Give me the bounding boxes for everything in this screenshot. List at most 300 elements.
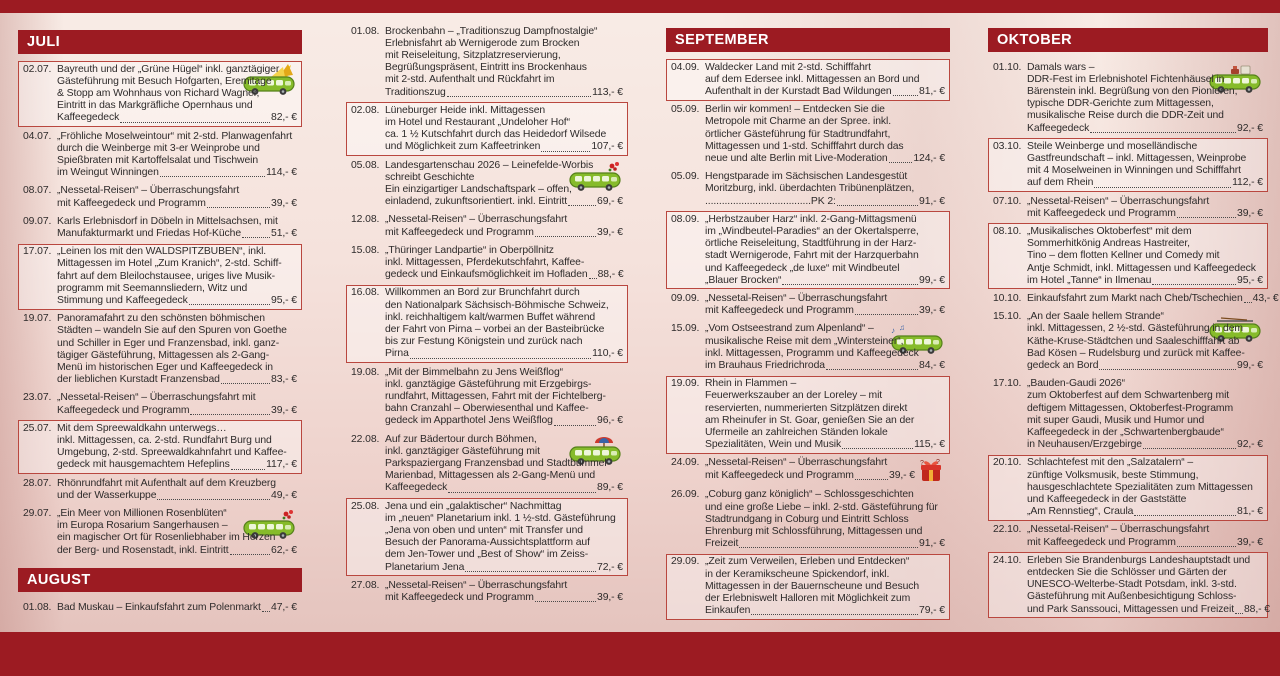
- tour-date: 25.07.: [23, 422, 52, 434]
- tour-text-line: entdecken Sie die Schlösser und Gärten der: [1027, 567, 1227, 579]
- tour-text-line: [1027, 275, 1263, 287]
- column-august-continued: [346, 23, 628, 608]
- tour-date: 02.08.: [351, 104, 380, 116]
- tour-text: Traditionszug: [385, 86, 446, 98]
- tour-text: Bad Muskau – Einkaufsfahrt zum Polenmarkt: [57, 601, 261, 613]
- tour-text-line: dem Jen-Tower und „Best of Show“ im Zeiss-: [385, 549, 589, 561]
- tour-text: gedeck mit hausgemachtem Hefeplins: [57, 459, 230, 471]
- tour-text-line: inkl. Mittagessen, Programm und Kaffeegedeck: [705, 347, 919, 359]
- tour-text-line: musikalische Reise durch die DDR-Zeit und: [1027, 110, 1224, 122]
- tour-text-line: Lüneburger Heide inkl. Mittagessen: [385, 104, 546, 116]
- tour-text: Kaffeegedeck: [385, 482, 448, 494]
- tour-text-line: „Nessetal-Reisen“ – Überraschungsfahrt: [705, 457, 888, 469]
- tour-text: mit Kaffeegedeck und Programm: [705, 305, 854, 317]
- tour-text-line: [385, 141, 623, 153]
- dotted-leader: [157, 499, 270, 500]
- tour-text-line: Feuerwerkszauber an der Loreley – mit: [705, 390, 883, 402]
- tour-text-line: „Zeit zum Verweilen, Erleben und Entdecken“: [705, 556, 910, 568]
- tour-text-line: mit 2-std. Aufenthalt und Rückfahrt im: [385, 74, 555, 86]
- tour-date: 05.09.: [671, 171, 700, 183]
- tour-text: mit Kaffeegedeck und Programm: [1027, 536, 1176, 548]
- tour-text: im Brauhaus Friedrichroda: [705, 359, 825, 371]
- tour-price: 49,- €: [271, 489, 297, 501]
- tour-price: 62,- €: [271, 544, 297, 556]
- tour-item: [18, 244, 302, 310]
- tour-item: [18, 311, 302, 389]
- tour-date: 26.09.: [671, 489, 700, 501]
- tour-text-line: [57, 459, 297, 471]
- tour-price: 43,- €: [1252, 292, 1279, 304]
- tour-text-line: Käthe-Kruse-Städtchen und Saaleschifffahrt ab: [1027, 335, 1240, 347]
- tour-date: 15.08.: [351, 244, 380, 256]
- tour-item: [346, 212, 628, 241]
- tour-text: Aufenthalt in der Kurstadt Bad Wildungen: [705, 85, 892, 97]
- tour-price: 110,- €: [592, 348, 623, 360]
- tour-text-line: durch die Weinberge mit 3-er Weinprobe und: [57, 142, 260, 154]
- tour-text-line: Bärenstein inkl. Begrüßung von den Pionieren,: [1027, 85, 1238, 97]
- tour-text-line: [705, 86, 945, 98]
- tour-text-line: „Musikalisches Oktoberfest“ mit dem: [1027, 225, 1192, 237]
- tour-item: [988, 59, 1268, 137]
- tour-text: „Blauer Brocken“: [705, 274, 782, 286]
- tour-text-line: [57, 405, 297, 417]
- tour-price: 115,- €: [914, 439, 945, 451]
- tour-text-line: Mittagessen in der Bauernscheune und Besuch: [705, 580, 920, 592]
- dotted-leader: [231, 469, 265, 470]
- tour-date: 22.08.: [351, 433, 380, 445]
- tour-text-line: [57, 167, 297, 179]
- tour-text: mit Kaffeegedeck und Programm: [705, 469, 854, 481]
- tour-date: 25.08.: [351, 500, 380, 512]
- dotted-leader: [1143, 448, 1236, 449]
- tour-text-line: „Fröhliche Moselweintour“ mit 2-std. Planwagenfahrt: [57, 130, 293, 142]
- dotted-leader: [230, 554, 270, 555]
- tour-text-line: Jena und ein „galaktischer“ Nachmittag: [385, 500, 562, 512]
- tour-price: 113,- €: [592, 86, 623, 98]
- tour-text-line: Waldecker Land mit 2-std. Schifffahrt: [705, 61, 871, 73]
- dotted-leader: [465, 571, 596, 572]
- dotted-leader: [262, 611, 270, 612]
- tour-price: 92,- €: [1237, 122, 1263, 134]
- tour-item: [18, 128, 302, 182]
- tour-text-line: „Nessetal-Reisen“ – Überraschungsfahrt: [705, 292, 888, 304]
- tour-text-line: „Coburg ganz königlich“ – Schlossgeschichten: [705, 489, 914, 501]
- dotted-leader: [410, 358, 591, 359]
- tour-date: 15.10.: [993, 311, 1022, 323]
- tour-date: 02.07.: [23, 63, 52, 75]
- tour-text-line: Umgebung, 2-std. Spreewaldkahnfahrt und Kaffee-: [57, 447, 287, 459]
- dotted-leader: [535, 236, 596, 237]
- svg-text:♪: ♪: [891, 326, 895, 336]
- tour-price: 39,- €: [597, 592, 623, 604]
- tour-text: Kaffeegedeck: [1027, 122, 1090, 134]
- dotted-leader: [1244, 302, 1252, 303]
- tour-date: 17.07.: [23, 246, 52, 258]
- tour-text-line: Schlachtefest mit den „Salzatalern“ –: [1027, 457, 1194, 469]
- tour-text-line: Gästeführung mit Außenbesichtigung Schloss-: [1027, 591, 1237, 603]
- tour-text-line: [1027, 360, 1263, 372]
- tour-text-line: Kaffeegedeck in der „Schwartenbergbaude“: [1027, 426, 1224, 438]
- tour-text-line: „Vom Ostseestrand zum Alpenland“ –: [705, 323, 874, 335]
- tour-text-line: & Stopp am Wohnhaus von Richard Wagner,: [57, 87, 260, 99]
- tour-text-line: [57, 545, 297, 557]
- tour-text-line: Rhönrundfahrt mit Aufenthalt auf dem Kreuzberg: [57, 477, 276, 489]
- tour-text: in Neuhausen/Erzgebirge: [1027, 439, 1142, 451]
- tour-text-line: [57, 295, 297, 307]
- tour-text-line: [1027, 123, 1263, 135]
- tour-price: 117,- €: [266, 459, 297, 471]
- tour-date: 01.08.: [23, 601, 52, 613]
- tour-item: [666, 487, 950, 553]
- tour-text-line: „Mit der Bimmelbahn zu Jens Weißflog“: [385, 366, 564, 378]
- tour-text-line: Damals wars –: [1027, 61, 1095, 73]
- tour-price: 39,- €: [889, 469, 915, 481]
- tour-text: Kaffeegedeck und Programm: [57, 404, 190, 416]
- tour-text-line: UNESCO-Welterbe-Stadt Potsdam, inkl. 3-std.: [1027, 579, 1237, 591]
- tour-text-line: Auf zur Bädertour durch Böhmen,: [385, 433, 537, 445]
- tour-text-line: auf dem Edersee inkl. Mittagessen an Bord und: [705, 73, 920, 85]
- tour-item: [988, 455, 1268, 521]
- tour-date: 16.08.: [351, 287, 380, 299]
- tour-text-line: [705, 605, 945, 617]
- dotted-leader: [1177, 546, 1236, 547]
- tour-text-line: [385, 415, 623, 427]
- tour-text-line: Mittagessen im Hotel „Zum Kranich“, 2-std. Schiff-: [57, 258, 282, 270]
- tour-text-line: Bayreuth und der „Grüne Hügel“ inkl. ganztägiger: [57, 63, 280, 75]
- tour-date: 08.09.: [671, 213, 700, 225]
- dotted-leader: [889, 162, 913, 163]
- tour-text-line: deftigem Mittagessen, Oktoberfest-Programm: [1027, 402, 1234, 414]
- tour-text-line: Ehrenburg mit Schlossführung, Mittagessen und: [705, 526, 923, 537]
- tour-price: 95,- €: [271, 294, 297, 306]
- tour-text-line: inkl. Mittagessen, Pferdekutschfahrt, Kaffee-: [385, 256, 585, 268]
- tour-item: [18, 213, 302, 242]
- tour-text-line: Berlin wir kommen! – Entdecken Sie die: [705, 104, 885, 116]
- tour-date: 22.10.: [993, 524, 1022, 536]
- dotted-leader: [782, 284, 918, 285]
- bottom-border-bar: [0, 632, 1280, 676]
- tour-text: und der Wasserkuppe: [57, 489, 157, 501]
- tour-text: Einkaufsfahrt zum Markt nach Cheb/Tschechien: [1027, 292, 1243, 304]
- tour-text: der lieblichen Kurstadt Franzensbad: [57, 374, 220, 386]
- tour-price: 51,- €: [271, 227, 297, 239]
- tour-date: 20.10.: [993, 457, 1022, 469]
- tour-text: gedeck im Apparthotel Jens Weißflog: [385, 415, 553, 427]
- tour-text-line: zum Oktoberfest auf dem Schwartenberg mit: [1027, 390, 1230, 402]
- tour-text-line: [1027, 177, 1263, 189]
- tour-text-line: zünftige Volksmusik, beste Stimmung,: [1027, 469, 1199, 481]
- tour-text-line: Marienbad, Mittagessen als 2-Gang-Menü und: [385, 470, 596, 482]
- tour-price: 39,- €: [1237, 536, 1263, 548]
- tour-item: [346, 157, 628, 211]
- dotted-leader: [189, 304, 270, 305]
- tour-price: 79,- €: [919, 605, 945, 617]
- month-header-oktober: OKTOBER: [988, 28, 1268, 52]
- tour-text-line: Landesgartenschau 2026 – Leinefelde-Worbis: [385, 159, 594, 171]
- tour-text-line: [385, 227, 623, 239]
- tour-text-line: Eintritt in das Markgräfliche Opernhaus und: [57, 100, 253, 112]
- tour-date: 09.09.: [671, 292, 700, 304]
- dotted-leader: [447, 96, 591, 97]
- tour-text-line: [1027, 439, 1263, 451]
- tour-text-line: [705, 275, 945, 287]
- dotted-leader: [1235, 613, 1243, 614]
- tour-date: 07.10.: [993, 195, 1022, 207]
- column-oktober: [988, 28, 1279, 619]
- tour-text-line: ca. 1 ½ Kutschfahrt durch das Heidedorf Wilsede: [385, 129, 607, 141]
- dotted-leader: [554, 425, 596, 426]
- tour-price: 83,- €: [271, 374, 297, 386]
- tour-price: 81,- €: [919, 85, 945, 97]
- tour-text-line: mit super Gaudi, Musik und Humor und: [1027, 414, 1205, 426]
- tour-text-line: „Nessetal-Reisen“ – Überraschungsfahrt: [385, 214, 568, 226]
- tour-text: gedeck an Bord: [1027, 359, 1099, 371]
- dotted-leader: [1177, 217, 1236, 218]
- tour-text: Pirna: [385, 348, 409, 360]
- tour-price: 84,- €: [919, 359, 945, 371]
- tour-date: 19.07.: [23, 313, 52, 325]
- tour-date: 23.07.: [23, 392, 52, 404]
- tour-text: neue und alte Berlin mit Live-Moderation: [705, 152, 888, 164]
- month-header-juli: JULI: [18, 30, 302, 54]
- month-header-september: SEPTEMBER: [666, 28, 950, 52]
- tour-text: Planetarium Jena: [385, 561, 465, 573]
- tour-text-line: Bad Kösen – Rudelsburg und zurück mit Kaffee-: [1027, 347, 1245, 359]
- svg-text:♫: ♫: [899, 323, 905, 333]
- tour-price: 114,- €: [266, 167, 297, 179]
- dotted-leader: [242, 237, 270, 238]
- dotted-leader: [1152, 284, 1236, 285]
- dotted-leader: [120, 122, 270, 123]
- tour-text-line: im „Windbeutel-Paradies“ an der Okertalsperre,: [705, 225, 919, 237]
- tour-text-line: am Rheinufer in St. Goar, genießen Sie an der: [705, 414, 915, 426]
- tour-text: und Park Sanssouci, Mittagessen und Freizeit: [1027, 603, 1234, 615]
- tour-text: Einkaufen: [705, 605, 751, 617]
- tour-text-line: [705, 196, 945, 208]
- dotted-leader: [207, 207, 270, 208]
- tour-text-line: [57, 602, 297, 614]
- tour-text-line: „Herbstzauber Harz“ inkl. 2-Gang-Mittagsmenü: [705, 213, 917, 225]
- tour-item: [988, 376, 1268, 454]
- tour-text-line: in der Keramikscheune Spickendorf, inkl.: [705, 568, 890, 580]
- tour-text-line: programm mit Seemannsliedern, Witz und: [57, 282, 248, 294]
- tour-text: Kaffeegedeck: [57, 112, 120, 124]
- tour-date: 03.10.: [993, 140, 1022, 152]
- tour-text-line: Antje Schmidt, inkl. Mittagessen und Kaffeegedeck: [1027, 262, 1256, 274]
- tour-price: 107,- €: [591, 141, 623, 153]
- dotted-leader: [535, 601, 596, 602]
- tour-text-line: [57, 374, 297, 386]
- tour-item: [988, 309, 1268, 375]
- tour-text-line: inkl. Mittagessen, ca. 2-std. Rundfahrt Burg und: [57, 434, 272, 446]
- tour-text: Stimmung und Kaffeegedeck: [57, 294, 188, 306]
- tour-price: 81,- €: [1237, 506, 1263, 518]
- tour-text-line: [1027, 506, 1263, 518]
- tour-item: [666, 169, 950, 211]
- dotted-leader: [589, 278, 597, 279]
- tour-text-line: Besuch der Panorama-Aussichtsplattform auf: [385, 537, 590, 549]
- tour-text-line: Brockenbahn – „Traditionszug Dampfnostalgie“: [385, 25, 598, 37]
- tour-price: 95,- €: [1237, 274, 1263, 286]
- tour-text-line: inkl. reichhaltigem kalt/warmen Buffet während: [385, 311, 596, 323]
- tour-price: 39,- €: [1237, 207, 1263, 219]
- tour-text-line: „Nessetal-Reisen“ – Überraschungsfahrt: [385, 579, 568, 591]
- column-juli-august: [18, 30, 302, 618]
- tour-item: [666, 376, 950, 454]
- tour-text-line: typische DDR-Gerichte zum Mittagessen,: [1027, 98, 1214, 110]
- tour-date: 27.08.: [351, 579, 380, 591]
- tour-price: 39,- €: [919, 305, 945, 317]
- tour-date: 01.10.: [993, 61, 1022, 73]
- tour-text-line: und Kaffeegedeck in der Gaststätte: [1027, 494, 1187, 505]
- tour-text-line: „Leinen los mit den WALDSPITZBUBEN“, inkl.: [57, 246, 267, 258]
- tour-date: 09.07.: [23, 215, 52, 227]
- tour-text-line: mit Reiseleitung, Sitzplatzreservierung,: [385, 49, 561, 61]
- tour-text-line: „Nessetal-Reisen“ – Überraschungsfahrt mit: [57, 392, 256, 404]
- dotted-leader: [826, 369, 918, 370]
- dotted-leader: [160, 176, 265, 177]
- tour-text-line: örtliche Reiseleitung, Stadtführung in der Harz-: [705, 238, 917, 250]
- tour-text-line: Städten – wandeln Sie auf den Spuren von Goethe: [57, 325, 287, 337]
- tour-date: 05.09.: [671, 104, 700, 116]
- tour-text-line: Steile Weinberge und moselländische: [1027, 140, 1198, 152]
- tour-price: 69,- €: [597, 196, 623, 208]
- tour-text-line: [705, 470, 915, 482]
- tour-item: [666, 102, 950, 168]
- tour-item: [18, 183, 302, 212]
- tour-text-line: ein magischer Ort für Rosenliebhaber im Herzen: [57, 532, 276, 544]
- tour-item: [346, 577, 628, 606]
- tour-item: [346, 364, 628, 430]
- tour-text: „Am Rennstieg“, Craula: [1027, 506, 1134, 518]
- tour-price: 47,- €: [271, 601, 297, 613]
- tour-item: [988, 290, 1279, 307]
- tour-item: [346, 285, 628, 363]
- tour-price: 39,- €: [271, 404, 297, 416]
- tour-item: [988, 522, 1268, 551]
- tour-text-line: Gastfreundschaft – inkl. Mittagessen, Weinprobe: [1027, 152, 1247, 164]
- tour-text: einladend, zukunftsorientiert. inkl. Eintritt: [385, 196, 568, 208]
- tour-item: [18, 390, 302, 419]
- tour-date: 28.07.: [23, 477, 52, 489]
- tour-item: [18, 599, 302, 616]
- tour-item: [666, 290, 950, 319]
- tour-text: und Möglichkeit zum Kaffeetrinken: [385, 141, 541, 153]
- tour-date: 08.07.: [23, 185, 52, 197]
- tour-text: im Hotel „Tanne“ in Ilmenau: [1027, 274, 1152, 286]
- top-border-bar: [0, 0, 1280, 13]
- tour-price: 72,- €: [597, 561, 623, 573]
- tour-text-line: örtlicher Gästeführung für Stadtrundfahrt,: [705, 128, 891, 140]
- tour-text-line: reservierten, nummerierten Sitzplätzen direkt: [705, 402, 908, 414]
- tour-text-line: „Bauden-Gaudi 2026“: [1027, 378, 1126, 390]
- tour-date: 29.07.: [23, 508, 52, 519]
- tour-date: 24.09.: [671, 457, 700, 469]
- tour-text-line: Sommerhitkönig Andreas Hastreiter,: [1027, 238, 1190, 250]
- tour-item: [18, 420, 302, 474]
- tour-text-line: [705, 153, 945, 165]
- tour-text-line: [385, 592, 623, 604]
- tour-date: 10.10.: [993, 292, 1022, 304]
- tour-price: 88,- €: [1244, 603, 1270, 615]
- tour-price: 92,- €: [1237, 439, 1263, 451]
- tour-item: [18, 475, 302, 504]
- tour-text: Spezialitäten, Wein und Musik: [705, 439, 842, 451]
- tour-text-line: Parkspaziergang Franzensbad und Stadtbummel: [385, 458, 607, 469]
- tour-item: [666, 554, 950, 620]
- tour-price: 99,- €: [919, 274, 945, 286]
- tour-text-line: [1027, 603, 1270, 616]
- tour-text-line: Tino – dem flotten Kellner und Comedy mit: [1027, 250, 1220, 262]
- tour-text-line: DDR-Fest im Erlebnishotel Fichtenhäusel in: [1027, 73, 1225, 85]
- dotted-leader: [842, 448, 913, 449]
- tour-text-line: [57, 112, 297, 124]
- tour-price: 39,- €: [597, 226, 623, 238]
- tour-item: [346, 102, 628, 156]
- tour-text-line: hausgeschlachtete Spezialitäten zum Mittagessen: [1027, 481, 1253, 493]
- tour-item: [666, 59, 950, 101]
- tour-text-line: Ufermeile an zahlreichen Ständen lokale: [705, 426, 888, 438]
- tour-price: 89,- €: [597, 482, 623, 494]
- tour-text-line: inkl. ganztägiger Gästeführung mit: [385, 445, 540, 457]
- tour-text-line: „Ein Meer von Millionen Rosenblüten“: [57, 508, 227, 519]
- tour-text-line: [385, 482, 623, 494]
- tour-text-line: bis zur Festung Königstein und zurück nach: [385, 336, 583, 348]
- tour-price: 39,- €: [271, 197, 297, 209]
- tour-text: ......................................PK 2:: [705, 195, 836, 207]
- tour-text-line: stadt Wernigerode, Fahrt mit der Harzquerbahn: [705, 250, 919, 262]
- tour-text-line: „Nessetal-Reisen“ – Überraschungsfahrt: [1027, 195, 1210, 207]
- tour-text-line: Gästeführung mit Besuch Hofgarten, Eremitage: [57, 75, 272, 87]
- tour-text-line: Rhein in Flammen –: [705, 378, 797, 390]
- tour-text-line: [385, 562, 623, 574]
- tour-text-line: [385, 348, 623, 360]
- tour-text-line: Hengstparade im Sächsischen Landesgestüt: [705, 171, 908, 183]
- dotted-leader: [855, 479, 888, 480]
- tour-text-line: im Hotel und Restaurant „Undeloher Hof“: [385, 116, 570, 128]
- tour-item: [18, 61, 302, 127]
- tour-price: 96,- €: [597, 415, 623, 427]
- tour-text-line: [705, 305, 945, 317]
- dotted-leader: [751, 614, 918, 615]
- tour-text: mit Kaffeegedeck und Programm: [1027, 207, 1176, 219]
- tour-item: [988, 223, 1268, 289]
- tour-date: 17.10.: [993, 378, 1022, 390]
- tour-text-line: schreibt Geschichte: [385, 171, 475, 183]
- tour-text-line: Willkommen an Bord zur Brunchfahrt durch: [385, 287, 580, 299]
- tour-date: 04.09.: [671, 61, 700, 73]
- tour-text-line: [385, 87, 623, 99]
- tour-text-line: rundfahrt, Mittagessen, Fahrt mit der Fichtelberg-: [385, 390, 606, 402]
- tour-item: [18, 506, 302, 560]
- gift-illustration: [919, 459, 943, 483]
- tour-text-line: [1027, 537, 1263, 549]
- tour-price: 88,- €: [597, 269, 624, 281]
- tour-text-line: „Nessetal-Reisen“ – Überraschungsfahrt: [1027, 524, 1210, 536]
- dotted-leader: [568, 205, 596, 206]
- tour-text-line: [385, 196, 623, 208]
- tour-text: mit Kaffeegedeck und Programm: [385, 226, 534, 238]
- tour-text-line: im Europa Rosarium Sangerhausen –: [57, 520, 228, 532]
- dotted-leader: [1094, 187, 1231, 188]
- tour-text-line: Ein einzigartiger Landschaftspark – offen,: [385, 183, 572, 195]
- tour-text-line: den Nationalpark Sächsisch-Böhmische Schweiz,: [385, 299, 609, 311]
- tour-date: 04.07.: [23, 130, 52, 142]
- tour-date: 05.08.: [351, 159, 380, 171]
- tour-text-line: und Schiller in Eger und Franzensbad, inkl. ganz-: [57, 337, 280, 349]
- tour-text-line: [705, 439, 945, 451]
- tour-item: [666, 455, 950, 486]
